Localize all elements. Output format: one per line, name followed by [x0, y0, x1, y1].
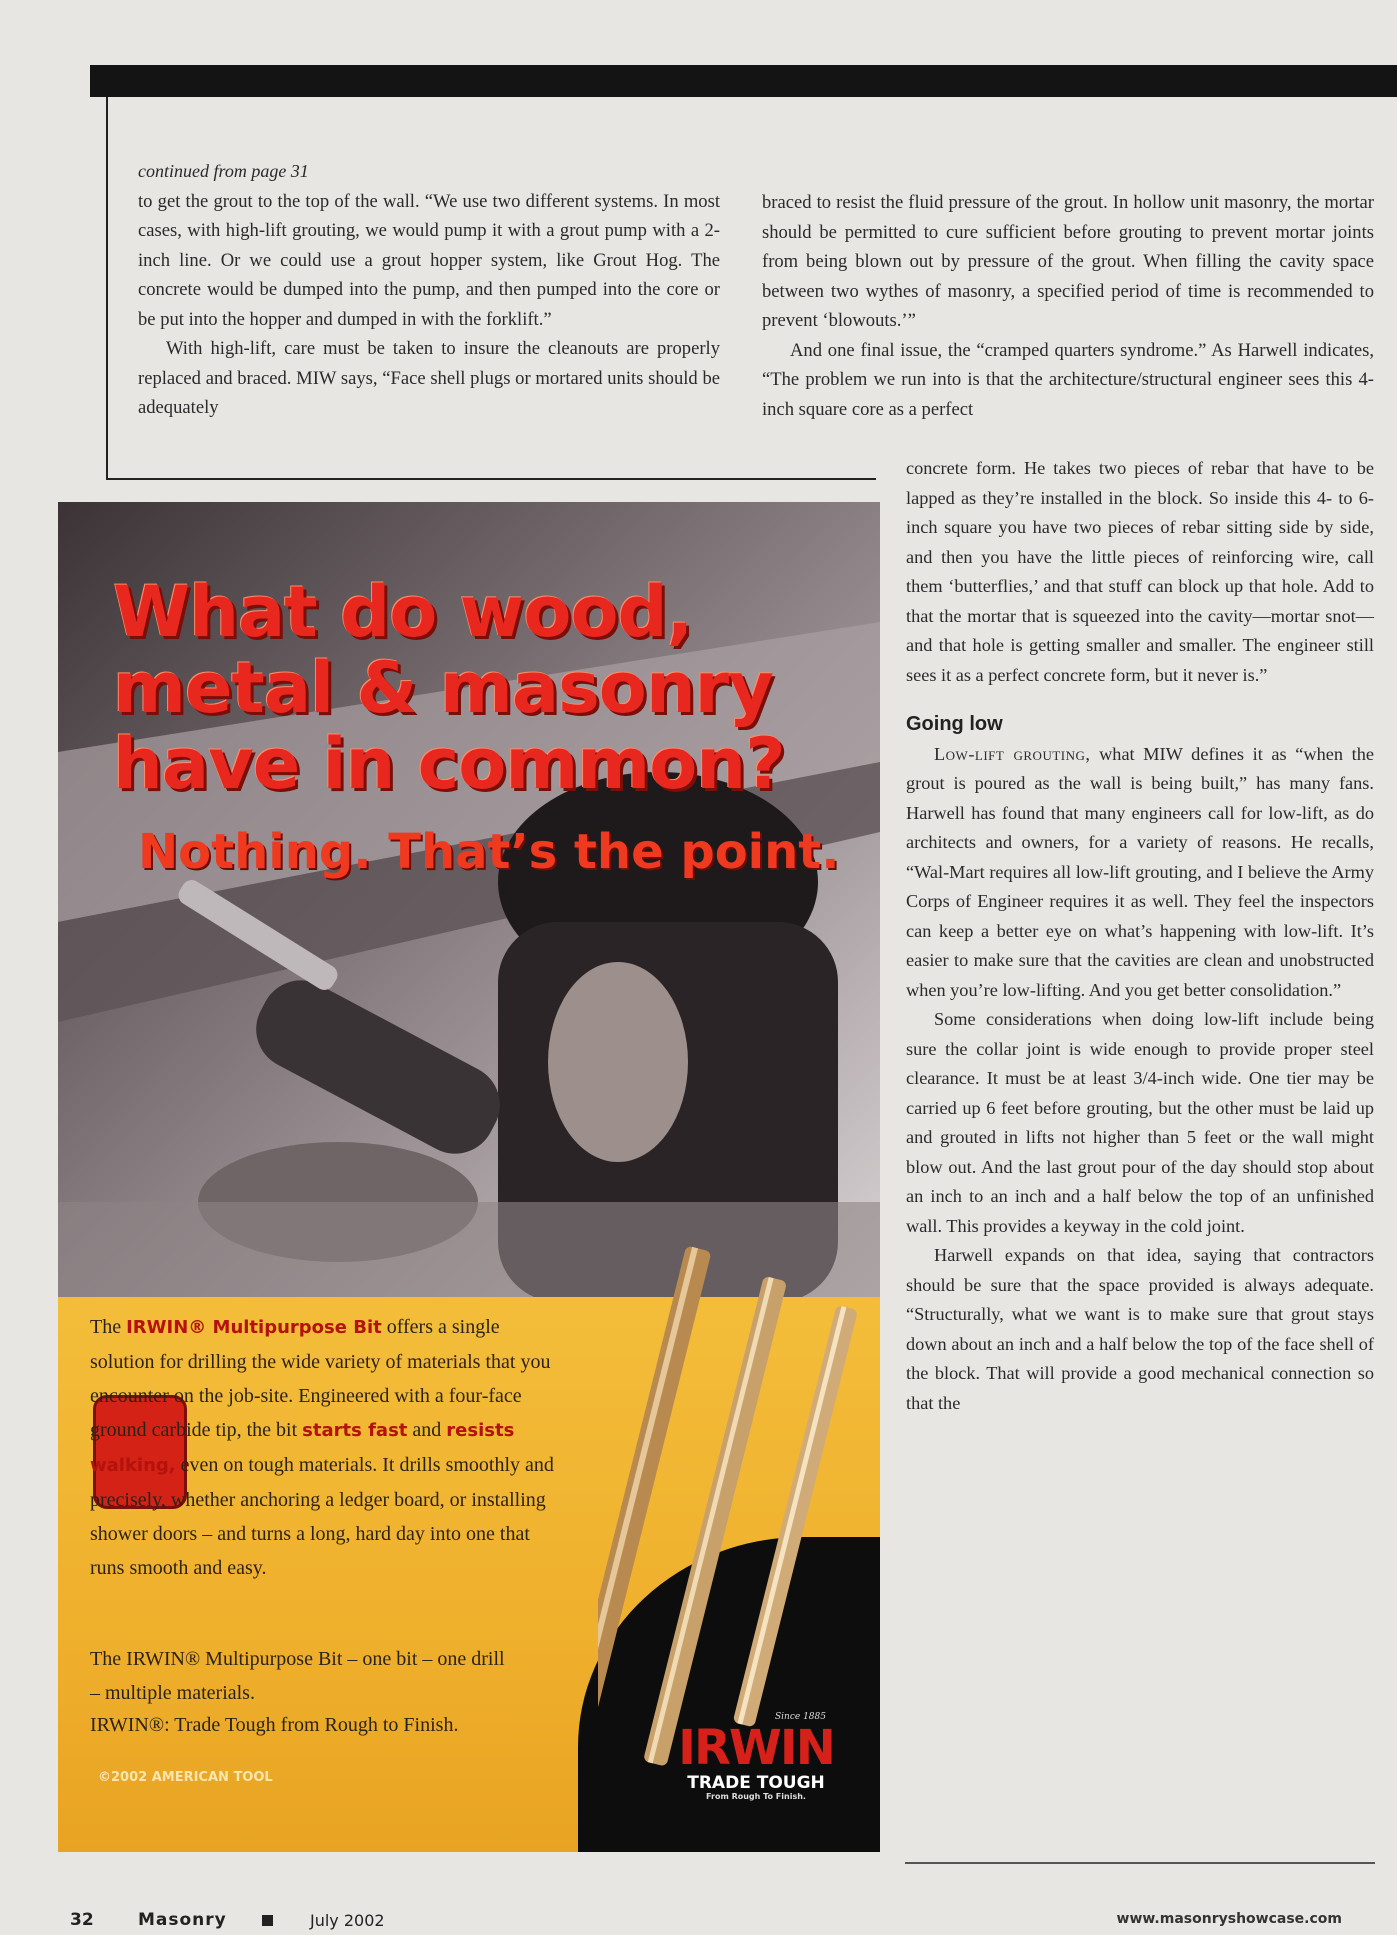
paragraph-text: what MIW defines it as “when the grout is poured as the wall is being built,” has many fans. Harwell has found that many engineers call for low-lift, as do architects and owners, for a variety of reasons. He recalls, “Wal-Mart requires all low-lift grouting, and I believe the Army Corps of Engineer requires it as well. They feel the inspectors can keep a better eye on what’s happening with low-lift. It’s easier to make sure that the cavities are clean and unobstructed when you’re low-lifting. And you get better consolidation.” [906, 743, 1374, 1000]
ad-tagline-1: The IRWIN® Multipurpose Bit – one bit – one drill – multiple materials. [90, 1648, 505, 1704]
section-rule [106, 478, 876, 480]
magazine-name: Masonry [138, 1910, 227, 1930]
section-heading: Going low [906, 713, 1003, 735]
ad-text: and [407, 1419, 447, 1441]
irwin-logo[interactable] [666, 1712, 846, 1822]
ad-body-copy [90, 1310, 565, 1585]
page-number: 32 [70, 1910, 94, 1930]
product-name: IRWIN® Multipurpose Bit [126, 1317, 382, 1338]
logo-tagline: TRADE TOUGH [687, 1773, 825, 1793]
continued-note: continued from page 31 [138, 161, 309, 181]
issue-date: July 2002 [310, 1911, 385, 1930]
drill-bits-image [598, 1222, 858, 1782]
paragraph: to get the grout to the top of the wall. “We use two different systems. In most cases, with high-lift grouting, we would pump it with a grout pump with a 2-inch line. Or we could use a grout hopper system, like Grout Hog. The concrete would be dumped into the pump, and then pumped into the core or be put into the hopper and dumped in with the forklift.” [138, 190, 720, 330]
ad-copyright: ©2002 AMERICAN TOOL [98, 1770, 273, 1785]
ad-text: even on tough materials. It drills smoothly and precisely, whether anchoring a ledger board, or installing shower doors – and turns a long, hard day into one that runs smooth and easy. [90, 1454, 554, 1579]
paragraph: And one final issue, the “cramped quarters syndrome.” As Harwell indicates, “The problem we run into is that the architecture/structural engineer sees this 4-inch square core as a perfect [762, 339, 1374, 420]
article-column-1 [138, 157, 720, 423]
ad-text: offers a single solution for drilling the wide variety of materials that you encounter on the job-site. Engineered with a four-face ground carbide tip, the bit [90, 1316, 551, 1441]
column-rule [106, 97, 108, 479]
logo-brand: IRWIN [678, 1720, 834, 1776]
paragraph: braced to resist the fluid pressure of the grout. In hollow unit masonry, the mortar should be permitted to cure sufficient before grouting to prevent mortar joints from being blown out by pressure of the grout. When filling the cavity space between two wythes of masonry, a specified period of time is recommended to prevent ‘blowouts.’” [762, 192, 1374, 331]
paragraph: With high-lift, care must be taken to insure the cleanouts are properly replaced and braced. MIW says, “Face shell plugs or mortared units should be adequately [138, 338, 720, 418]
ad-emphasis: starts fast [302, 1420, 408, 1441]
lead-in: Low-lift grouting, [934, 743, 1091, 764]
ad-tagline-2: IRWIN®: Trade Tough from Rough to Finish. [90, 1714, 459, 1736]
ad-emphasis: resists walking, [90, 1420, 515, 1476]
paragraph: Some considerations when doing low-lift include being sure the collar joint is wide enough to provide proper steel clearance. It must be at least 3/4-inch wide. One tier may be carried up 6 feet before grouting, but the other must be laid up and grouted in lifts not higher than 5 feet or the wall might blow out. And the last grout pour of the day should stop about an inch to an inch and a half below the top of an unfinished wall. This provides a keyway in the cold joint. [906, 1009, 1374, 1236]
logo-subtagline: From Rough To Finish. [706, 1792, 806, 1801]
ad-text: The [90, 1316, 127, 1338]
paragraph: concrete form. He takes two pieces of rebar that have to be lapped as they’re installed in the block. So inside this 4- to 6-inch square you have two pieces of rebar sitting side by side, and then you have the little pieces of reinforcing wire, call them ‘butterflies,’ and that stuff can block up that hole. Add to that the mortar that is squeezed into the cavity—mortar snot—and that hole is getting smaller and smaller. The engineer still sees it as a perfect concrete form, but it never is.” [906, 458, 1374, 685]
advertisement[interactable] [58, 502, 880, 1852]
paragraph [906, 740, 1374, 1006]
bottom-rule [905, 1862, 1375, 1864]
website-link[interactable]: www.masonryshowcase.com [1116, 1911, 1342, 1927]
logo-since: Since 1885 [775, 1712, 826, 1722]
article-column-3 [906, 454, 1374, 1418]
article-column-2 [762, 188, 1374, 424]
footer-separator [262, 1915, 273, 1926]
ad-headline: What do wood, metal & masonry have in common? [113, 571, 785, 805]
header-bar [90, 65, 1397, 97]
paragraph: Harwell expands on that idea, saying that contractors should be sure that the space provided is always adequate. “Structurally, what we want is to make sure that grout stays down about an inch and a half below the top of the face shell of the block. That will provide a good mechanical connection so that the [906, 1245, 1374, 1413]
ad-subhead: Nothing. That’s the point. [138, 824, 840, 880]
